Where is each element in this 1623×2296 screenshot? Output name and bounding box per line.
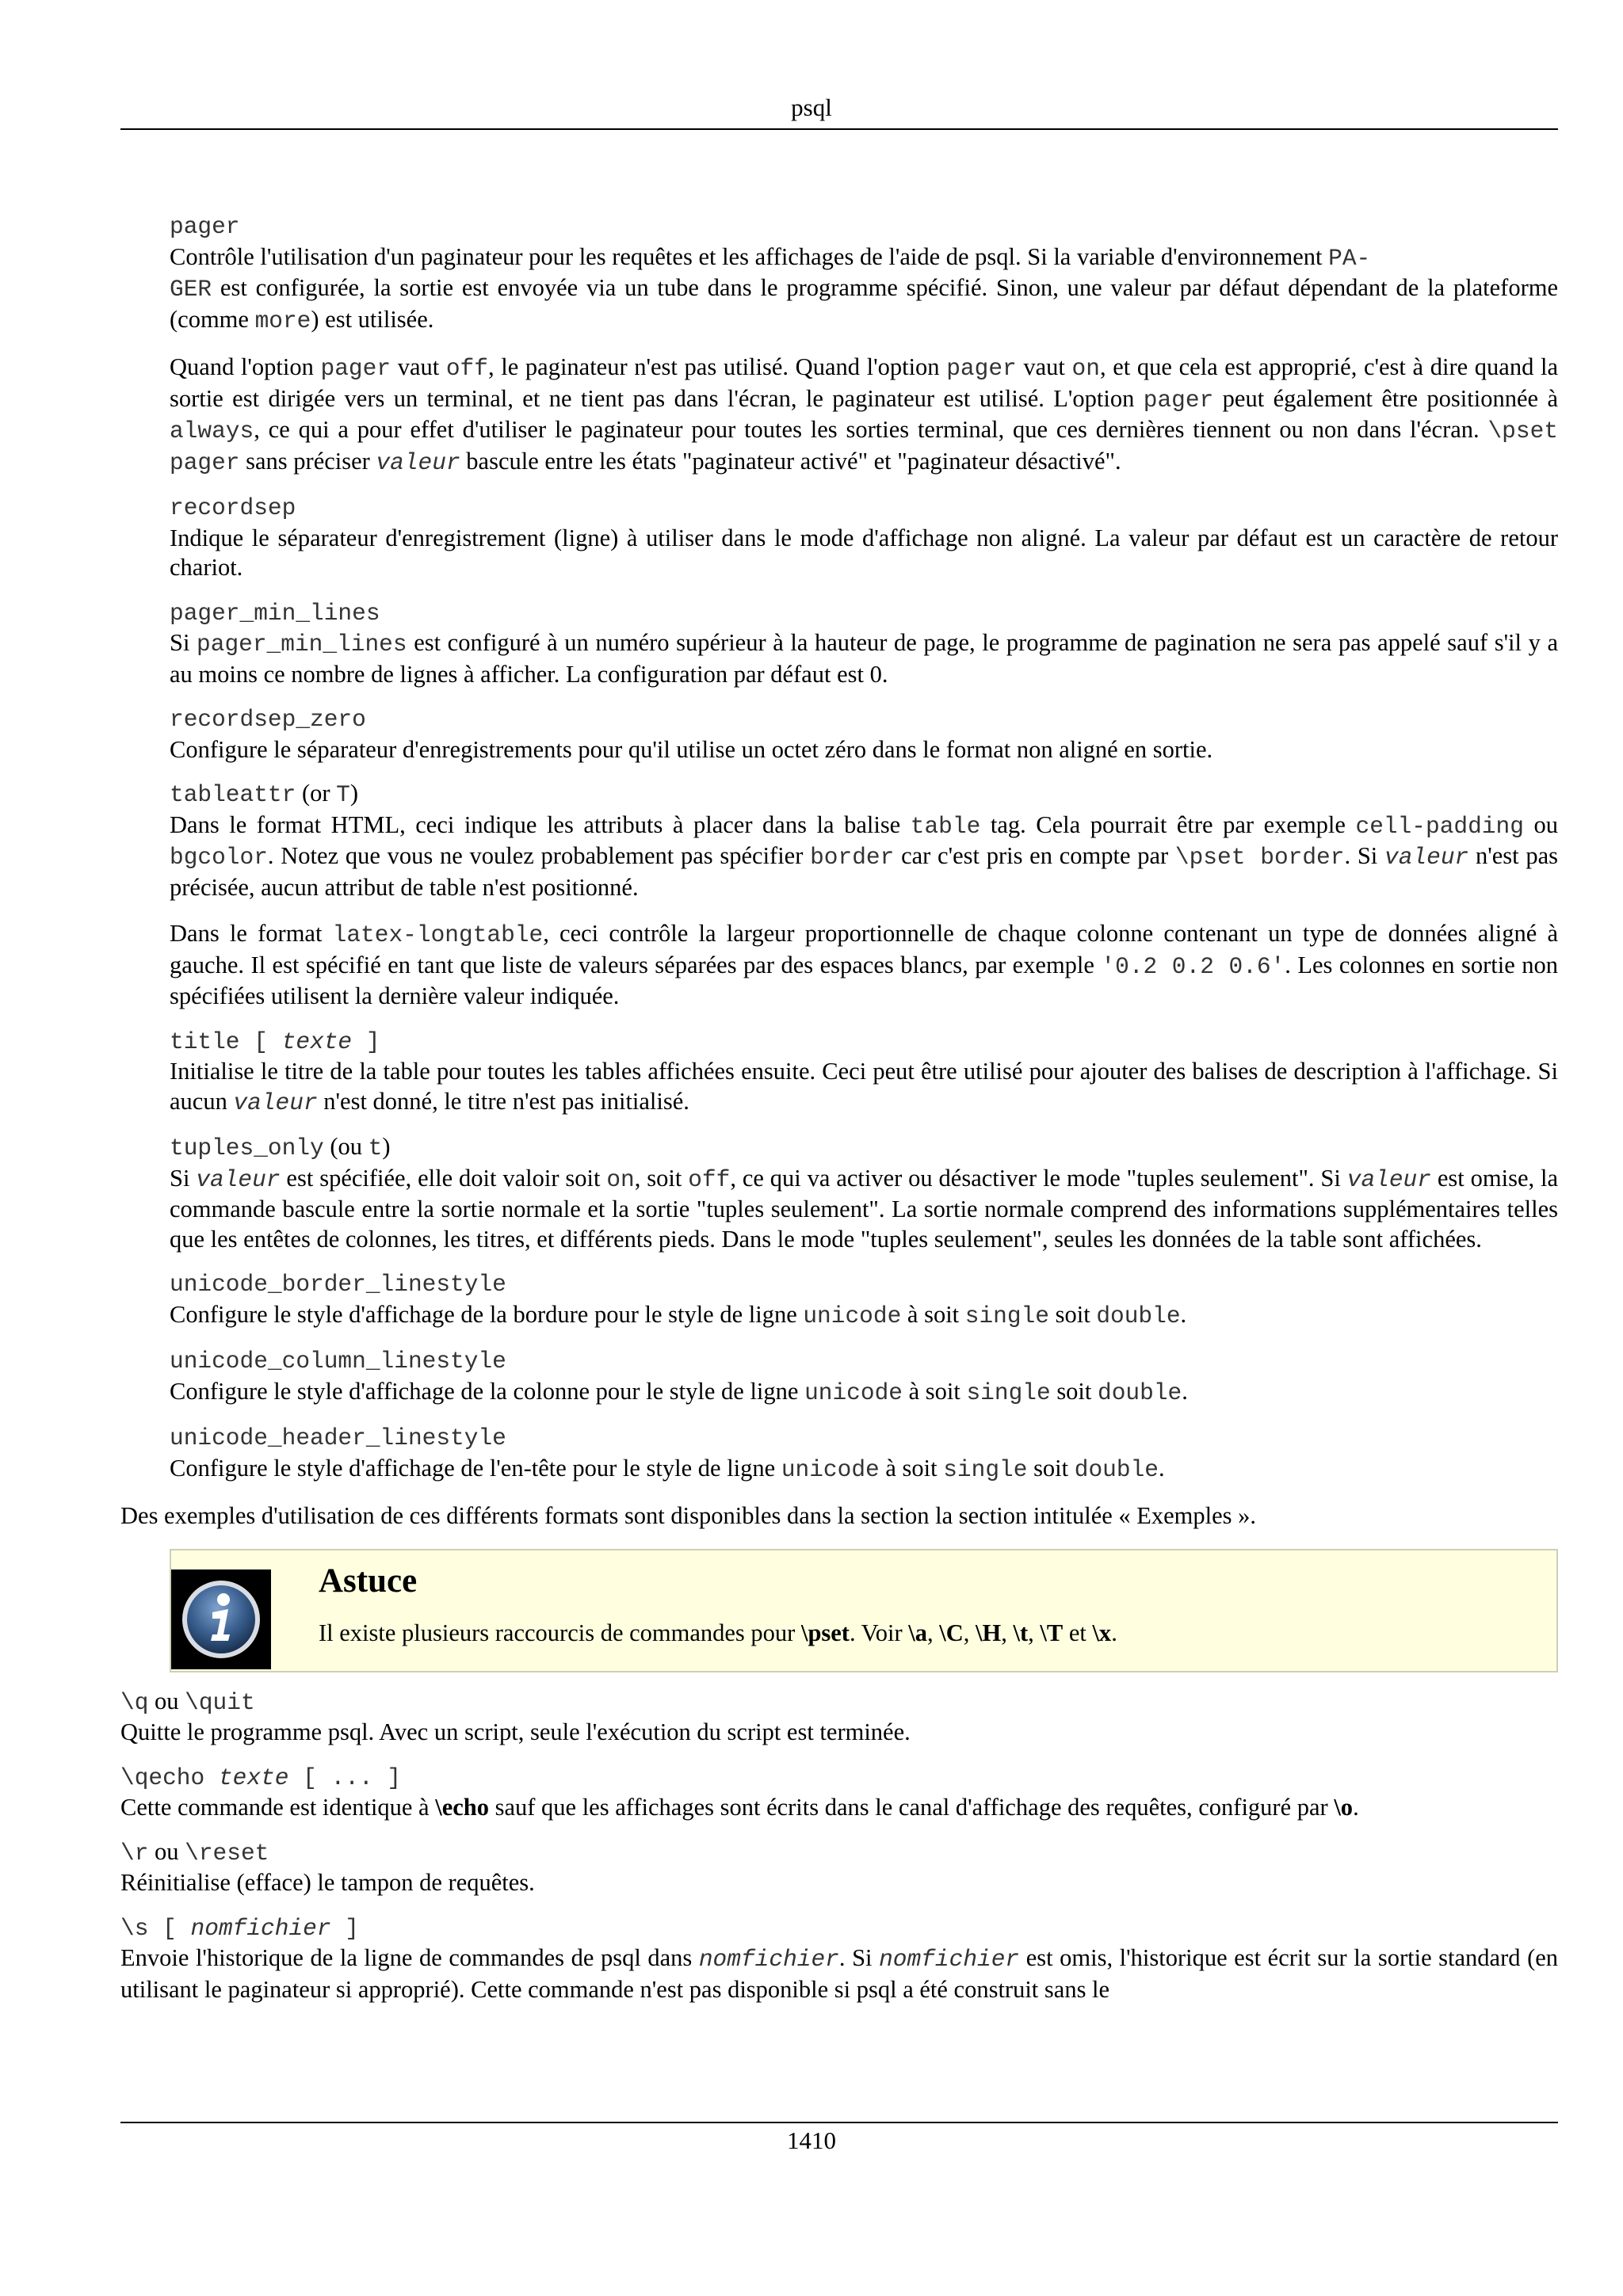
- entry-description: Configure le séparateur d'enregistrements pour qu'il utilise un octet zéro dans le format non aligné en sortie.: [170, 735, 1213, 763]
- entry-unicode-border-linestyle: [170, 1268, 1558, 1331]
- entry-description: Contrôle l'utilisation d'un paginateur pour les requêtes et les affichages de l'aide de psql. Si la variable d'environnement PA- GER est configurée, la sortie est envoyée via un tube dans le programme spécifié. Sinon, une valeur par défaut dépendant de la plateforme (comme more) est utilisée.: [170, 242, 1558, 334]
- examples-note: Des exemples d'utilisation de ces différents formats sont disponibles dans la section la section intitulée « Exemples ».: [120, 1502, 1257, 1529]
- command-term: \q: [120, 1688, 149, 1716]
- command-term: \r: [120, 1839, 149, 1867]
- command-term: \s [ nomfichier ]: [120, 1914, 359, 1942]
- entry-description: Quand l'option pager vaut off, le paginateur n'est pas utilisé. Quand l'option pager vaut on, et que cela est approprié, c'est à dire quand la sortie est dirigée vers un terminal, et ne tient pas dans l'écran, le paginateur est utilisé. L'option pager peut également être positionnée à always, ce qui a pour effet d'utiliser le paginateur pour toutes les sorties terminal, que ces dernières tiennent ou non dans l'écran. \pset pager sans préciser valeur bascule entre les états "paginateur activé" et "paginateur désactivé".: [170, 353, 1558, 476]
- entry-description: Si valeur est spécifiée, elle doit valoir soit on, soit off, ce qui va activer ou désactiver le mode "tuples seulement". Si valeur est omise, la commande bascule entre la sortie normale et la sortie "tuples seulement". La sortie normale comprend des informations supplémentaires telles que les entêtes de colonnes, les titres, et différents pieds. Dans le mode "tuples seulement", seules les données de la table sont affichées.: [170, 1164, 1559, 1253]
- info-icon: [171, 1569, 271, 1669]
- command-qecho: [120, 1762, 1558, 1823]
- entry-recordsep: [170, 492, 1558, 583]
- command-description: Réinitialise (efface) le tampon de requêtes.: [120, 1869, 535, 1896]
- page-content: [120, 211, 1558, 2004]
- command-description: Cette commande est identique à \echo sauf que les affichages sont écrits dans le canal d'affichage des requêtes, configuré par \o.: [120, 1794, 1359, 1821]
- option-term: unicode_header_linestyle: [170, 1425, 506, 1451]
- entry-description: Configure le style d'affichage de l'en-tête pour le style de ligne unicode à soit single soit double.: [170, 1454, 1165, 1483]
- option-term: tableattr: [170, 781, 296, 808]
- entry-tableattr: tableattr (or T) Dans le format HTML, ceci indique les attributs à placer dans la balise table tag. Cela pourrait être par exemple cell-padding ou bgcolor. Notez que vous ne voulez probablement pas spécifier border car c'est pris en compte par \pset border. Si valeur n'est pas précisée, aucun attribut de table n'est positionné. Dans le format latex-longtable, ceci contrôle la largeur proportionnelle de chaque colonne contenant un type de données aligné à gauche. Il est spécifié en tant que liste de valeurs séparées par des espaces blancs, par exemple '0.2 0.2 0.6'. Les colonnes en sortie non spécifiées utilisent la dernière valeur indiquée.: [170, 779, 1558, 1012]
- entry-description: Dans le format HTML, ceci indique les attributs à placer dans la balise table tag. Cela pourrait être par exemple cell-padding ou bgcolor. Notez que vous ne voulez probablement pas spécifier border car c'est pris en compte par \pset border. Si valeur n'est pas précisée, aucun attribut de table n'est positionné.: [170, 810, 1558, 901]
- command-description: Envoie l'historique de la ligne de commandes de psql dans nomfichier. Si nomfichier est omis, l'historique est écrit sur la sortie standard (en utilisant le paginateur si approprié). Cette commande n'est pas disponible si psql a été construit sans le: [120, 1944, 1559, 2003]
- command-reset: \r ou \reset Réinitialise (efface) le tampon de requêtes.: [120, 1837, 1558, 1898]
- page-number: 1410: [787, 2126, 836, 2154]
- entry-unicode-column-linestyle: [170, 1345, 1558, 1408]
- command-s: [120, 1913, 1558, 2005]
- entry-recordsep-zero: [170, 704, 1558, 765]
- option-term: unicode_border_linestyle: [170, 1271, 506, 1298]
- option-term: pager: [170, 213, 240, 240]
- tip-text: Il existe plusieurs raccourcis de commandes pour \pset. Voir \a, \C, \H, \t, \T et \x.: [319, 1619, 1117, 1646]
- command-description: Quitte le programme psql. Avec un script, seule l'exécution du script est terminée.: [120, 1718, 911, 1745]
- option-term: unicode_column_linestyle: [170, 1348, 506, 1375]
- footer-rule: [120, 2122, 1558, 2123]
- entry-description: Initialise le titre de la table pour toutes les tables affichées ensuite. Ceci peut être utilisé pour ajouter des balises de description à l'affichage. Si aucun valeur n'est donné, le titre n'est pas initialisé.: [170, 1058, 1558, 1116]
- entry-tuples-only: tuples_only (ou t) Si valeur est spécifiée, elle doit valoir soit on, soit off, ce qui va activer ou désactiver le mode "tuples seulement". Si valeur est omise, la commande bascule entre la sortie normale et la sortie "tuples seulement". La sortie normale comprend des informations supplémentaires telles que les entêtes de colonnes, les titres, et différents pieds. Dans le mode "tuples seulement", seules les données de la table sont affichées.: [170, 1132, 1558, 1254]
- option-term: pager_min_lines: [170, 599, 380, 627]
- entry-description: Indique le séparateur d'enregistrement (ligne) à utiliser dans le mode d'affichage non aligné. La valeur par défaut est un caractère de retour chariot.: [170, 524, 1558, 581]
- running-header: psql: [791, 93, 832, 121]
- option-term: title [ texte ]: [170, 1028, 380, 1055]
- command-term: \qecho texte [ ... ]: [120, 1764, 402, 1791]
- entry-pager: [170, 211, 1558, 478]
- entry-pager-min-lines: [170, 597, 1558, 690]
- tip-box: [170, 1549, 1558, 1672]
- option-term: tuples_only: [170, 1135, 324, 1161]
- entry-description: Configure le style d'affichage de la bordure pour le style de ligne unicode à soit single soit double.: [170, 1300, 1187, 1329]
- entry-description: Configure le style d'affichage de la colonne pour le style de ligne unicode à soit single soit double.: [170, 1377, 1188, 1406]
- command-quit: \q ou \quit Quitte le programme psql. Avec un script, seule l'exécution du script est terminée.: [120, 1687, 1558, 1748]
- option-term: recordsep_zero: [170, 706, 366, 733]
- entry-description: Si pager_min_lines est configuré à un numéro supérieur à la hauteur de page, le programme de pagination ne sera pas appelé sauf s'il y a au moins ce nombre de lignes à afficher. La configuration par défaut est 0.: [170, 629, 1558, 688]
- header-rule: [120, 128, 1558, 130]
- tip-title: Astuce: [319, 1562, 418, 1600]
- entry-title: [170, 1026, 1558, 1119]
- option-term: recordsep: [170, 494, 296, 521]
- entry-unicode-header-linestyle: [170, 1422, 1558, 1485]
- entry-description: Dans le format latex-longtable, ceci contrôle la largeur proportionnelle de chaque colonne contenant un type de données aligné à gauche. Il est spécifié en tant que liste de valeurs séparées par des espaces blancs, par exemple '0.2 0.2 0.6'. Les colonnes en sortie non spécifiées utilisent la dernière valeur indiquée.: [170, 920, 1559, 1009]
